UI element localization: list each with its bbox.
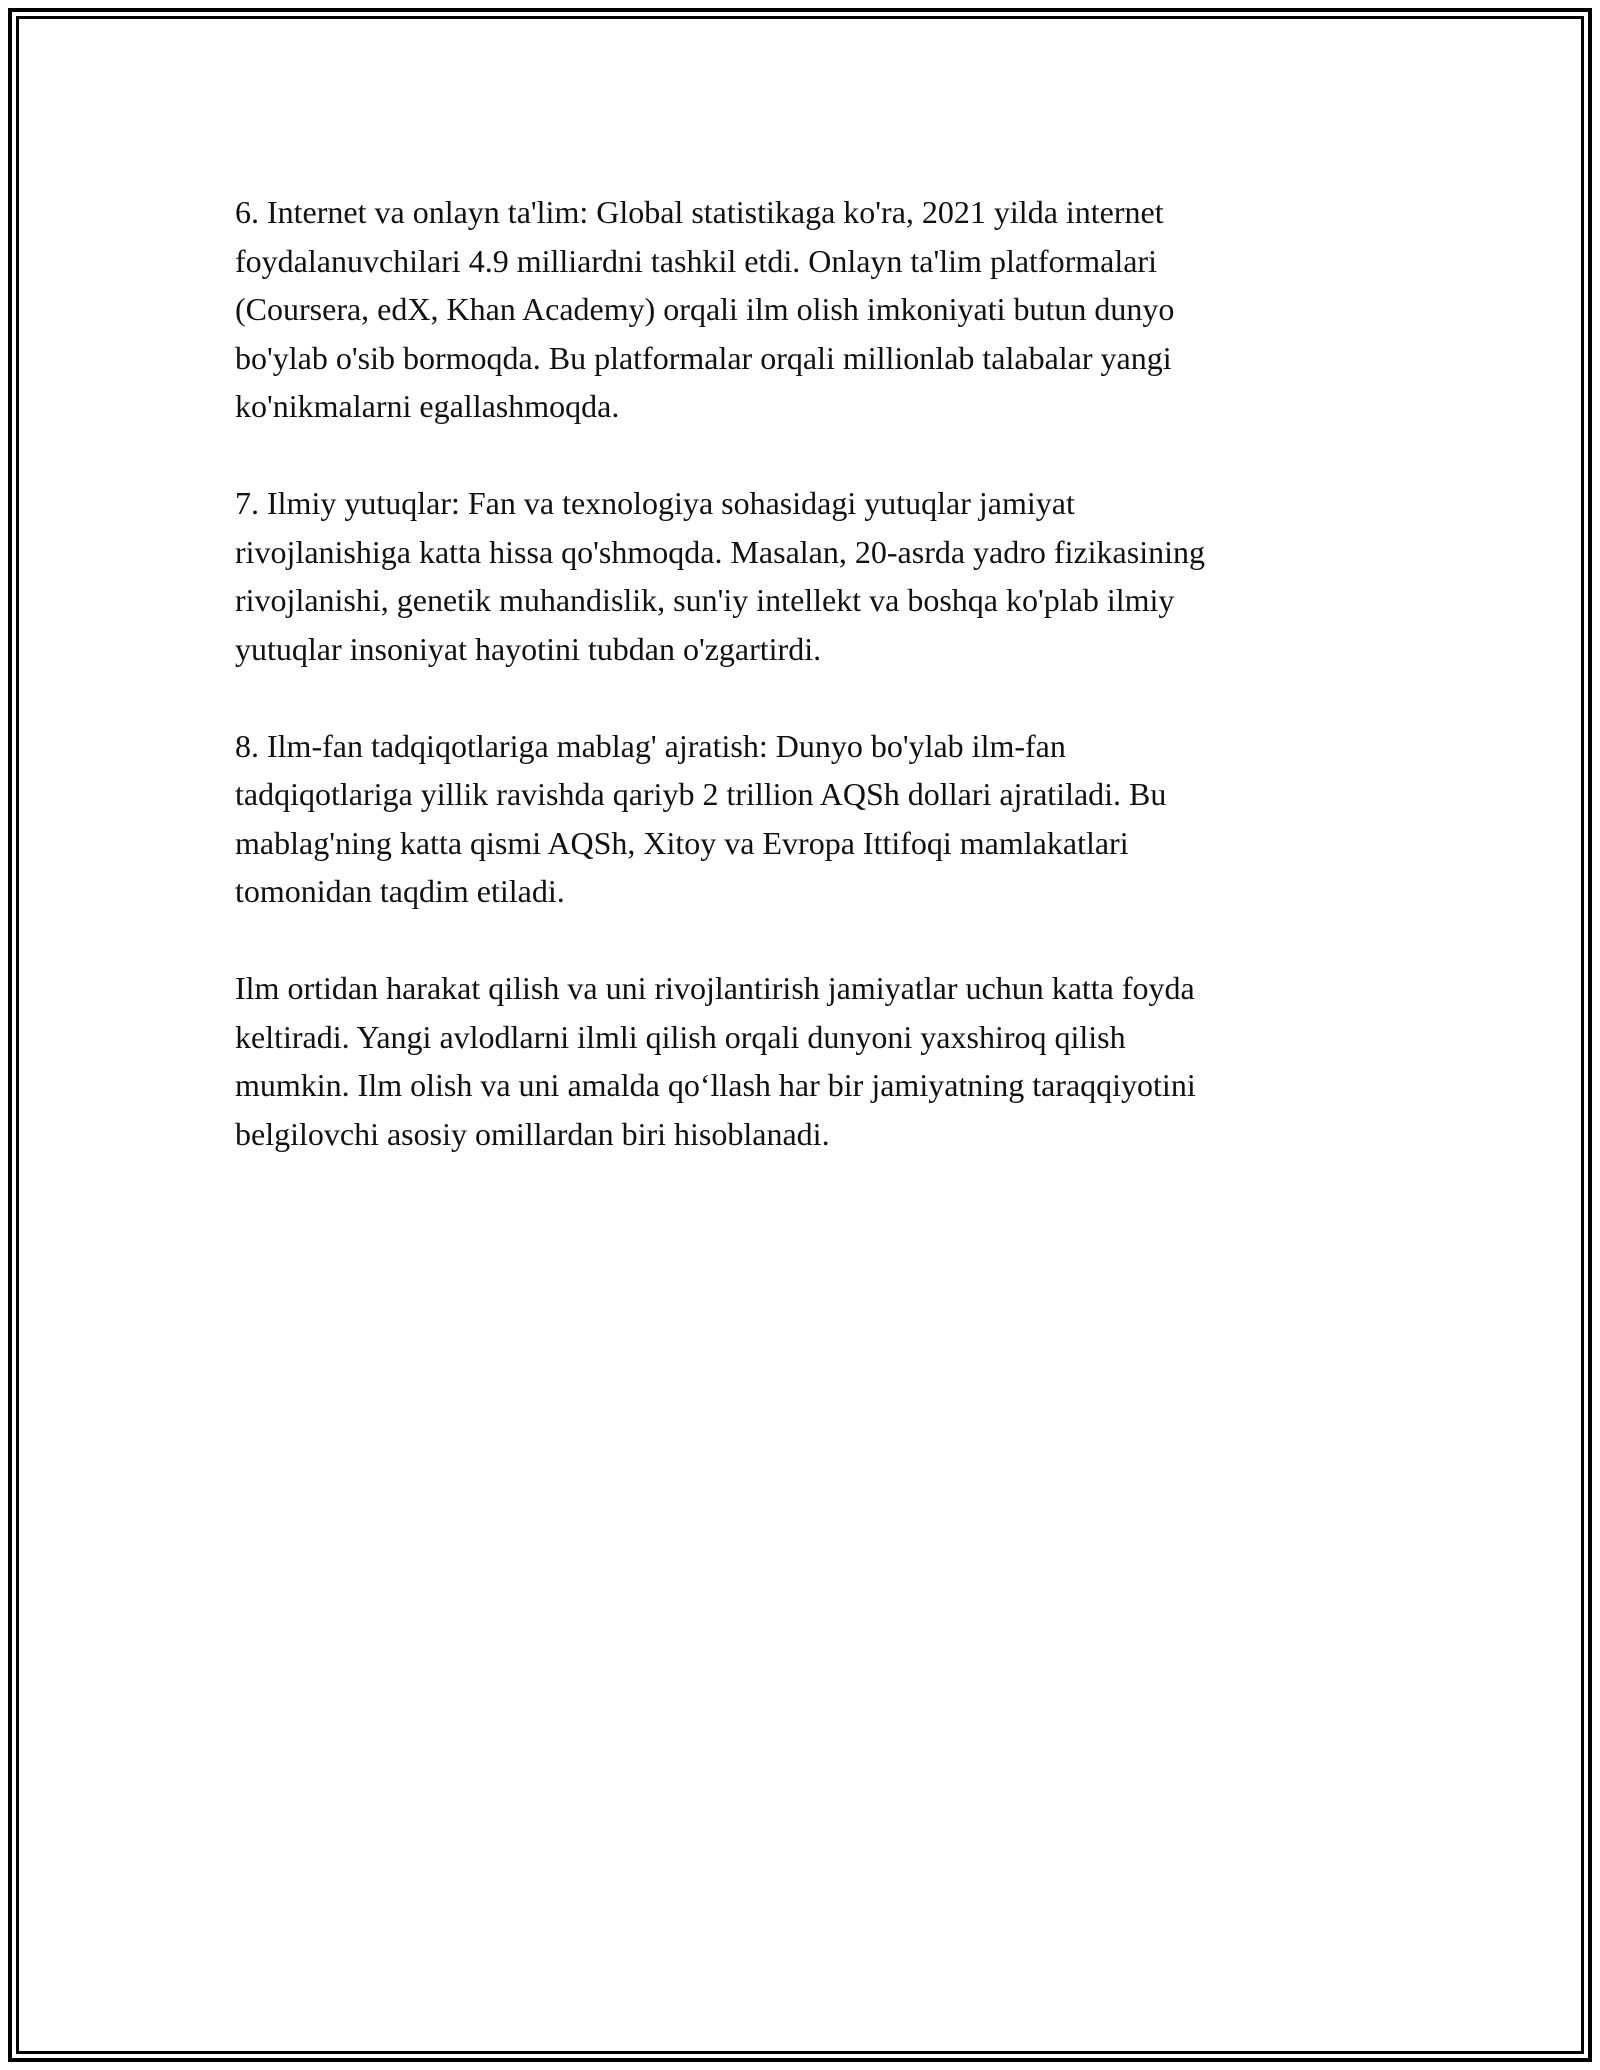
document-body [235,188,1375,1207]
paragraph-research-funding: 8. Ilm-fan tadqiqotlariga mablag' ajratish: Dunyo bo'ylab ilm-fan tadqiqotlariga yillik ravishda qariyb 2 trillion AQSh dollari ajratiladi. Bu mablag'ning katta qismi AQSh, Xitoy va Evropa Ittifoqi mamlakatlari tomonidan taqdim etiladi. [235,727,1167,909]
paragraph-conclusion: Ilm ortidan harakat qilish va uni rivojlantirish jamiyatlar uchun katta foyda keltiradi. Yangi avlodlarni ilmli qilish orqali dunyoni yaxshiroq qilish mumkin. Ilm olish va uni amalda qo‘llash har bir jamiyatning taraqqiyotini belgilovchi asosiy omillardan biri hisoblanadi. [235,970,1196,1152]
paragraph-internet-online-education: 6. Internet va onlayn ta'lim: Global statistikaga ko'ra, 2021 yilda internet foydalanuvchilari 4.9 milliardni tashkil etdi. Onlayn ta'lim platformalari (Coursera, edX, Khan Academy) orqali ilm olish imkoniyati butun dunyo bo'ylab o'sib bormoqda. Bu platformalar orqali millionlab talabalar yangi ko'nikmalarni egallashmoqda. [235,194,1175,424]
paragraph-scientific-achievements: 7. Ilmiy yutuqlar: Fan va texnologiya sohasidagi yutuqlar jamiyat rivojlanishiga katta hissa qo'shmoqda. Masalan, 20-asrda yadro fizikasining rivojlanishi, genetik muhandislik, sun'iy intellekt va boshqa ko'plab ilmiy yutuqlar insoniyat hayotini tubdan o'zgartirdi. [235,485,1205,667]
